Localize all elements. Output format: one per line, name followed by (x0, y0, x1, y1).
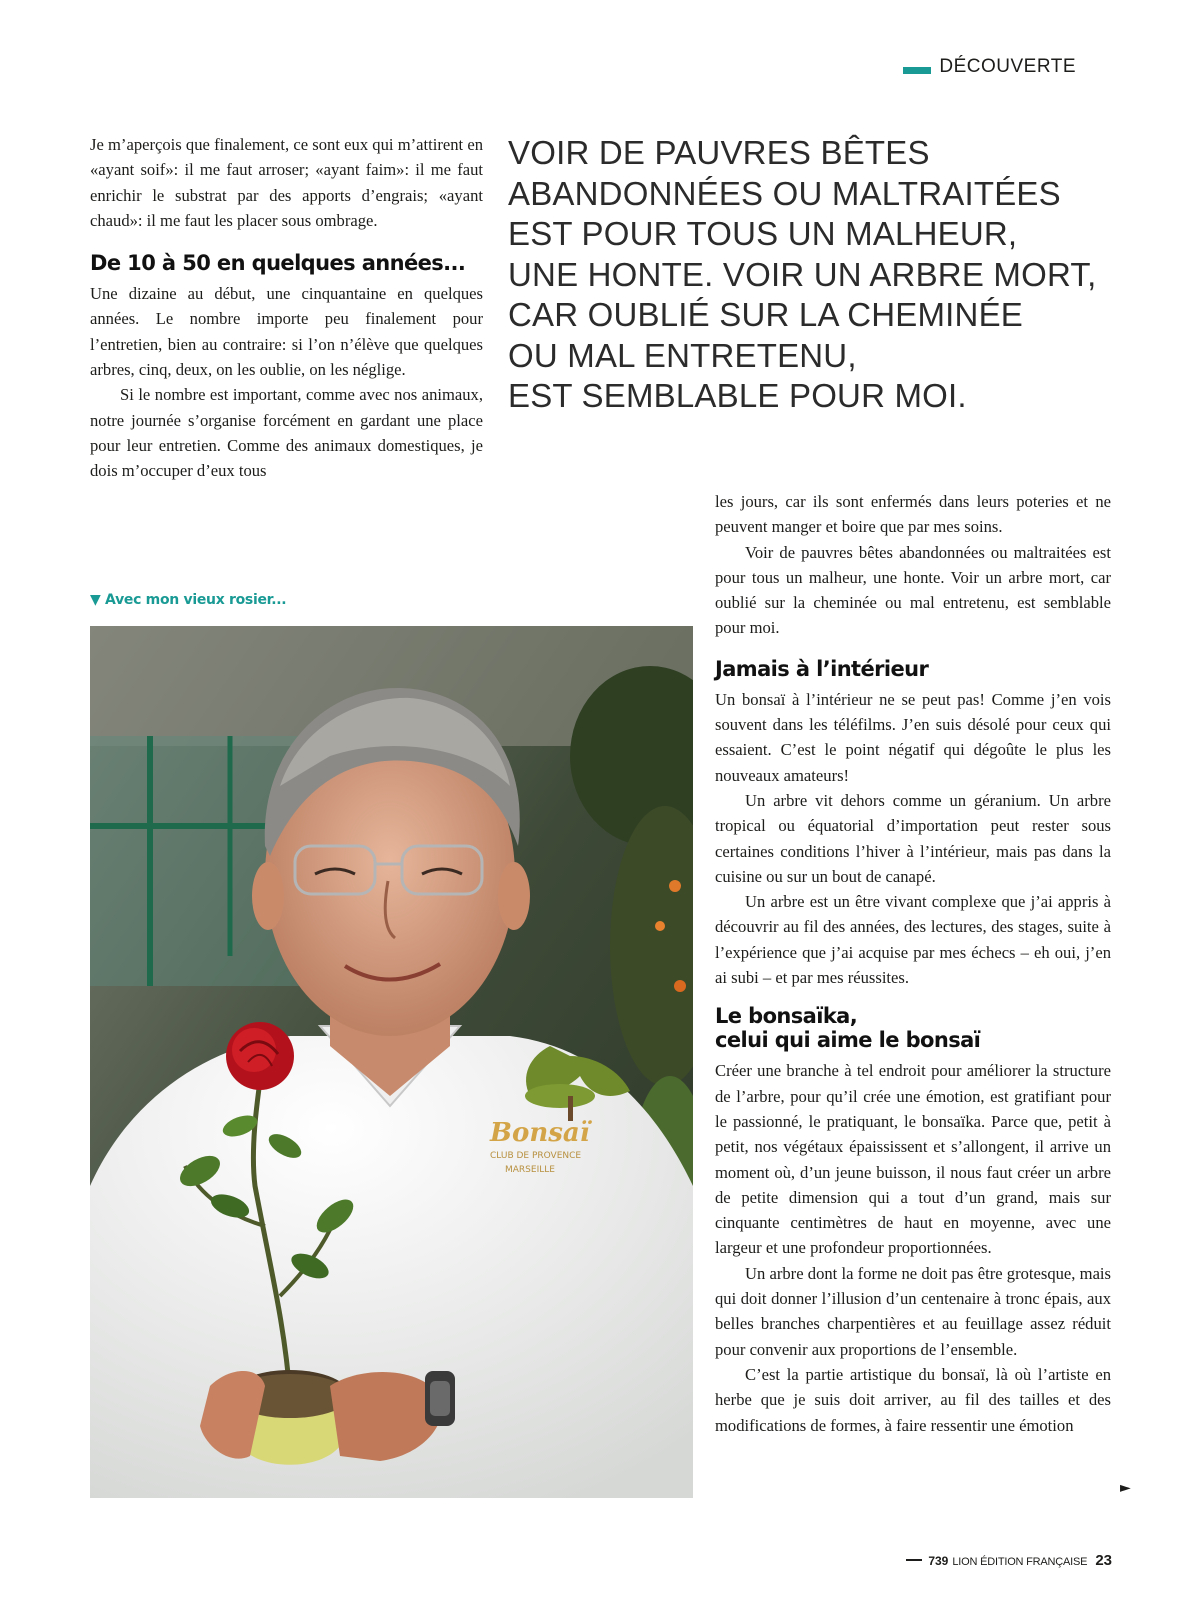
shirt-logo-text: Bonsaï (490, 1118, 590, 1148)
issue-number: 739 (928, 1554, 949, 1568)
continue-arrow-icon: ► (1120, 1480, 1131, 1496)
section-accent-bar (903, 67, 931, 74)
paragraph-creer-branche: Créer une branche à tel endroit pour améliorer la structure de l’arbre, pour qu’il crée une émotion, est gratifiant pour le passionné, le pratiquant, le bonsaïka. Parce que, petit à petit, nos végétaux épaississent et s’allongent, il arrive un moment où, d’un jeune buisson, il nous faut créer un arbre de petite dimension qui a tout d’un grand, mais sur cinquante centimètres de haut en moyenne, avec une largeur et une profondeur proportionnées. (715, 1061, 1111, 1258)
paragraph-pauvres-betes: Voir de pauvres bêtes abandonnées ou maltraitées est pour tous un malheur, une honte. Voir un arbre mort, car oublié sur la cheminée ou mal entretenu, est semblable pour moi. (715, 542, 1111, 638)
pull-quote-line: EST SEMBLABLE POUR MOI. (508, 377, 967, 414)
pull-quote-line: CAR OUBLIÉ SUR LA CHEMINÉE (508, 296, 1023, 333)
paragraph-geranium: Un arbre vit dehors comme un géranium. Un arbre tropical ou équatorial d’importation peut rester sous certaines conditions l’hiver à l’intérieur, mais pas dans la cuisine ou sur un bout de canapé. (715, 790, 1111, 886)
pull-quote-line: EST POUR TOUS UN MALHEUR, (508, 215, 1018, 252)
subhead-bonsaika-line2: celui qui aime le bonsaï (715, 1028, 981, 1053)
pull-quote-line: ABANDONNÉES OU MALTRAITÉES (508, 174, 1061, 212)
right-column (715, 489, 1111, 1438)
footer-dash (906, 1559, 922, 1561)
pull-quote-line: OU MAL ENTRETENU, (508, 336, 857, 374)
left-column-top (90, 132, 483, 484)
photo-caption: ▼ Avec mon vieux rosier... (90, 592, 287, 608)
paragraph-dizaine: Une dizaine au début, une cinquantaine en quelques années. Le nombre importe peu finalement pour l’entretien, bien au contraire: si l’on n’élève que quelques arbres, cinq, deux, on les oublie, on les néglige. (90, 284, 483, 380)
magazine-name: LION ÉDITION FRANÇAISE (952, 1556, 1088, 1568)
paragraph-partie-artistique: C’est la partie artistique du bonsaï, là où l’artiste en herbe que je suis doit arriver, au fil des tailles et des modifications de formes, à faire ressentir une émotion (715, 1364, 1111, 1435)
subhead-10-to-50: De 10 à 50 en quelques années... (90, 251, 466, 276)
section-label: DÉCOUVERTE (939, 56, 1076, 77)
pull-quote (508, 133, 1108, 417)
subhead-jamais-interieur: Jamais à l’intérieur (715, 656, 929, 681)
shirt-logo-line2: MARSEILLE (505, 1165, 555, 1175)
subhead-bonsaika (715, 1004, 1111, 1052)
section-tag (903, 56, 1076, 78)
pull-quote-line: UNE HONTE. VOIR UN ARBRE MORT, (508, 255, 1097, 293)
page-number: 23 (1095, 1552, 1112, 1569)
pull-quote-line: VOIR DE PAUVRES BÊTES (508, 134, 930, 171)
intro-paragraph: Je m’aperçois que finalement, ce sont eux qui m’attirent en «ayant soif»: il me faut arroser; «ayant faim»: il me faut enrichir le substrat par des apports d’engrais; «ayant chaud»: il me faut les placer sous ombrage. (90, 135, 483, 230)
paragraph-nombre-important: Si le nombre est important, comme avec nos animaux, notre journée s’organise forcément en gardant une place pour leur entretien. Comme des animaux domestiques, je dois m’occuper d’eux tous (90, 385, 483, 481)
paragraph-etre-vivant: Un arbre est un être vivant complexe que j’ai appris à découvrir au fil des années, des lectures, des stages, suite à l’expérience que j’ai acquise par mes échecs – eh oui, j’en ai subi – et par mes réussites. (715, 892, 1111, 988)
subhead-bonsaika-line1: Le bonsaïka, (715, 1004, 858, 1029)
paragraph-bonsai-interieur: Un bonsaï à l’intérieur ne se peut pas! Comme j’en vois souvent dans les téléfilms. J’en suis désolé pour ceux qui essaient. C’est le point négatif qui dégoûte le plus les nouveaux amateurs! (715, 689, 1111, 785)
shirt-logo-line1: CLUB DE PROVENCE (490, 1151, 582, 1161)
portrait-photo (90, 626, 693, 1498)
paragraph-les-jours: les jours, car ils sont enfermés dans leurs poteries et ne peuvent manger et boire que par mes soins. (715, 492, 1111, 537)
paragraph-forme-grotesque: Un arbre dont la forme ne doit pas être grotesque, mais qui doit donner l’illusion d’un centenaire à tronc épais, aux belles branches charpentières et au feuillage assez réduit pour convenir aux proportions de l’ensemble. (715, 1263, 1111, 1359)
page-footer (906, 1552, 1112, 1569)
